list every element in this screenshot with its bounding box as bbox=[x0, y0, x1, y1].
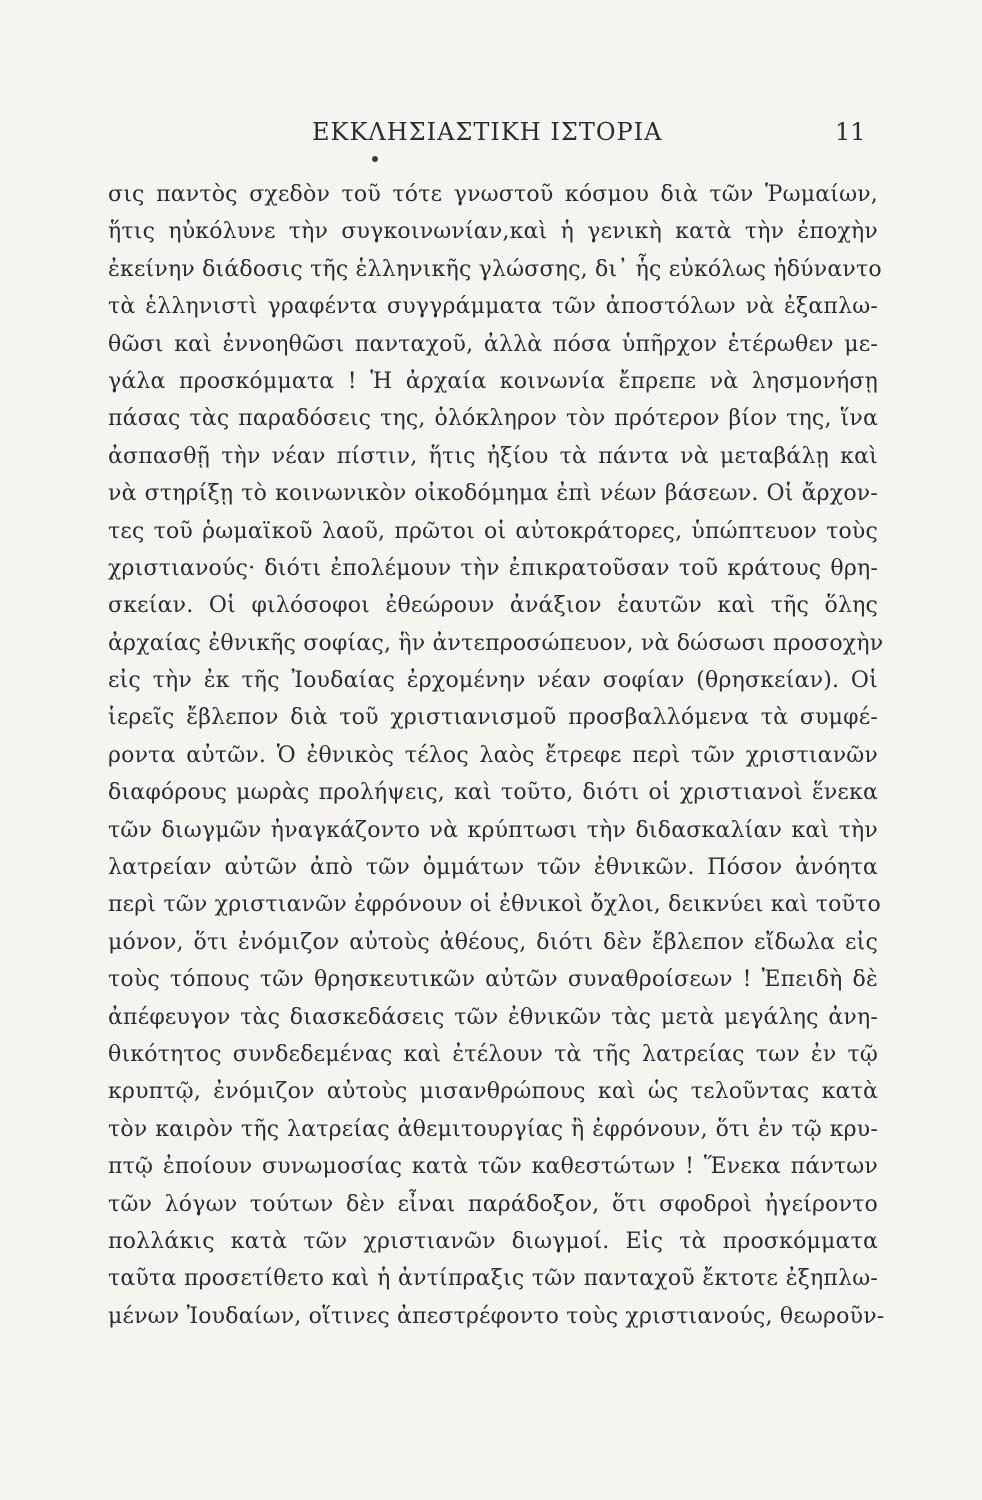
text-line: ἀπέφευγον τὰς διασκεδάσεις τῶν ἐθνικῶν τὰς μετὰ μεγάλης ἀνη- bbox=[108, 1004, 878, 1030]
text-line: εἰς τὴν ἐκ τῆς Ἰουδαίας ἐρχομένην νέαν σοφίαν (θρησκείαν). Οἱ bbox=[108, 668, 878, 694]
text-line: ἀσπασθῇ τὴν νέαν πίστιν, ἥτις ἠξίου τὰ πάντα νὰ μεταβάλῃ καὶ bbox=[108, 443, 878, 469]
text-line: ἐκείνην διάδοσις τῆς ἑλληνικῆς γλώσσης, δι᾽ ἧς εὐκόλως ἠδύναντο bbox=[108, 256, 882, 282]
text-line: σκείαν. Οἱ φιλόσοφοι ἐθεώρουν ἀνάξιον ἑαυτῶν καὶ τῆς ὅλης bbox=[108, 593, 878, 619]
text-line: τες τοῦ ῥωμαϊκοῦ λαοῦ, πρῶτοι οἱ αὐτοκράτορες, ὑπώπτευον τοὺς bbox=[108, 518, 878, 544]
text-line: μόνον, ὅτι ἐνόμιζον αὐτοὺς ἀθέους, διότι δὲν ἔβλεπον εἴδωλα εἰς bbox=[108, 929, 878, 955]
text-line: πολλάκις κατὰ τῶν χριστιανῶν διωγμοί. Εἰς τὰ προσκόμματα bbox=[108, 1228, 878, 1254]
text-line: μένων Ἰουδαίων, οἵτινες ἀπεστρέφοντο τοὺς χριστιανούς, θεωροῦν- bbox=[108, 1303, 885, 1329]
text-line: θῶσι καὶ ἐννοηθῶσι πανταχοῦ, ἀλλὰ πόσα ὑπῆρχον ἑτέρωθεν με- bbox=[108, 331, 878, 357]
text-line: νὰ στηρίξῃ τὸ κοινωνικὸν οἰκοδόμημα ἐπὶ νέων βάσεων. Οἱ ἄρχον- bbox=[108, 481, 878, 507]
text-line: ἥτις ηὐκόλυνε τὴν συγκοινωνίαν,καὶ ἡ γενικὴ κατὰ τὴν ἐποχὴν bbox=[108, 219, 878, 245]
text-line: λατρείαν αὐτῶν ἀπὸ τῶν ὀμμάτων τῶν ἐθνικῶν. Πόσον ἀνόητα bbox=[108, 855, 878, 881]
text-line: ἱερεῖς ἔβλεπον διὰ τοῦ χριστιανισμοῦ προσβαλλόμενα τὰ συμφέ- bbox=[108, 705, 878, 731]
text-line: γάλα προσκόμματα ! Ἡ ἀρχαία κοινωνία ἔπρεπε νὰ λησμονήσῃ bbox=[108, 368, 878, 394]
ink-speck bbox=[372, 156, 378, 162]
text-line: διαφόρους μωρὰς προλήψεις, καὶ τοῦτο, διότι οἱ χριστιανοὶ ἕνεκα bbox=[108, 780, 878, 806]
text-line: χριστιανούς· διότι ἐπολέμουν τὴν ἐπικρατοῦσαν τοῦ κράτους θρη- bbox=[108, 555, 878, 581]
running-header-title: ΕΚΚΛΗΣΙΑΣΤΙΚΗ ΙΣΤΟΡΙΑ bbox=[312, 118, 663, 146]
text-line: τῶν διωγμῶν ἠναγκάζοντο νὰ κρύπτωσι τὴν διδασκαλίαν καὶ τὴν bbox=[108, 817, 878, 843]
text-line: πτῷ ἐποίουν συνωμοσίας κατὰ τῶν καθεστώτων ! Ἕνεκα πάντων bbox=[108, 1154, 878, 1180]
text-line: τὸν καιρὸν τῆς λατρείας ἀθεμιτουργίας ἢ ἐφρόνουν, ὅτι ἐν τῷ κρυ- bbox=[108, 1116, 878, 1142]
text-line: τὰ ἑλληνιστὶ γραφέντα συγγράμματα τῶν ἀποστόλων νὰ ἐξαπλω- bbox=[108, 294, 878, 320]
text-line: κρυπτῷ, ἐνόμιζον αὐτοὺς μισανθρώπους καὶ ὡς τελοῦντας κατὰ bbox=[108, 1079, 878, 1105]
text-line: πάσας τὰς παραδόσεις της, ὁλόκληρον τὸν πρότερον βίον της, ἵνα bbox=[108, 406, 878, 432]
body-text bbox=[108, 176, 885, 1335]
text-line: περὶ τῶν χριστιανῶν ἐφρόνουν οἱ ἐθνικοὶ ὄχλοι, δεικνύει καὶ τοῦτο bbox=[108, 892, 881, 918]
text-line: τοὺς τόπους τῶν θρησκευτικῶν αὐτῶν συναθροίσεων ! Ἐπειδὴ δὲ bbox=[108, 967, 878, 993]
text-line: ταῦτα προσετίθετο καὶ ἡ ἀντίπραξις τῶν πανταχοῦ ἔκτοτε ἐξηπλω- bbox=[108, 1266, 878, 1292]
text-line: ἀρχαίας ἐθνικῆς σοφίας, ἣν ἀντεπροσώπευον, νὰ δώσωσι προσοχὴν bbox=[108, 630, 884, 656]
text-line: θικότητος συνδεδεμένας καὶ ἐτέλουν τὰ τῆς λατρείας των ἐν τῷ bbox=[108, 1041, 878, 1067]
text-line: ροντα αὐτῶν. Ὁ ἐθνικὸς τέλος λαὸς ἔτρεφε περὶ τῶν χριστιανῶν bbox=[108, 742, 878, 768]
page-number: 11 bbox=[835, 118, 866, 146]
text-line: σις παντὸς σχεδὸν τοῦ τότε γνωστοῦ κόσμου διὰ τῶν Ῥωμαίων, bbox=[108, 182, 878, 207]
text-line: τῶν λόγων τούτων δὲν εἶναι παράδοξον, ὅτι σφοδροὶ ἠγείροντο bbox=[108, 1191, 878, 1217]
